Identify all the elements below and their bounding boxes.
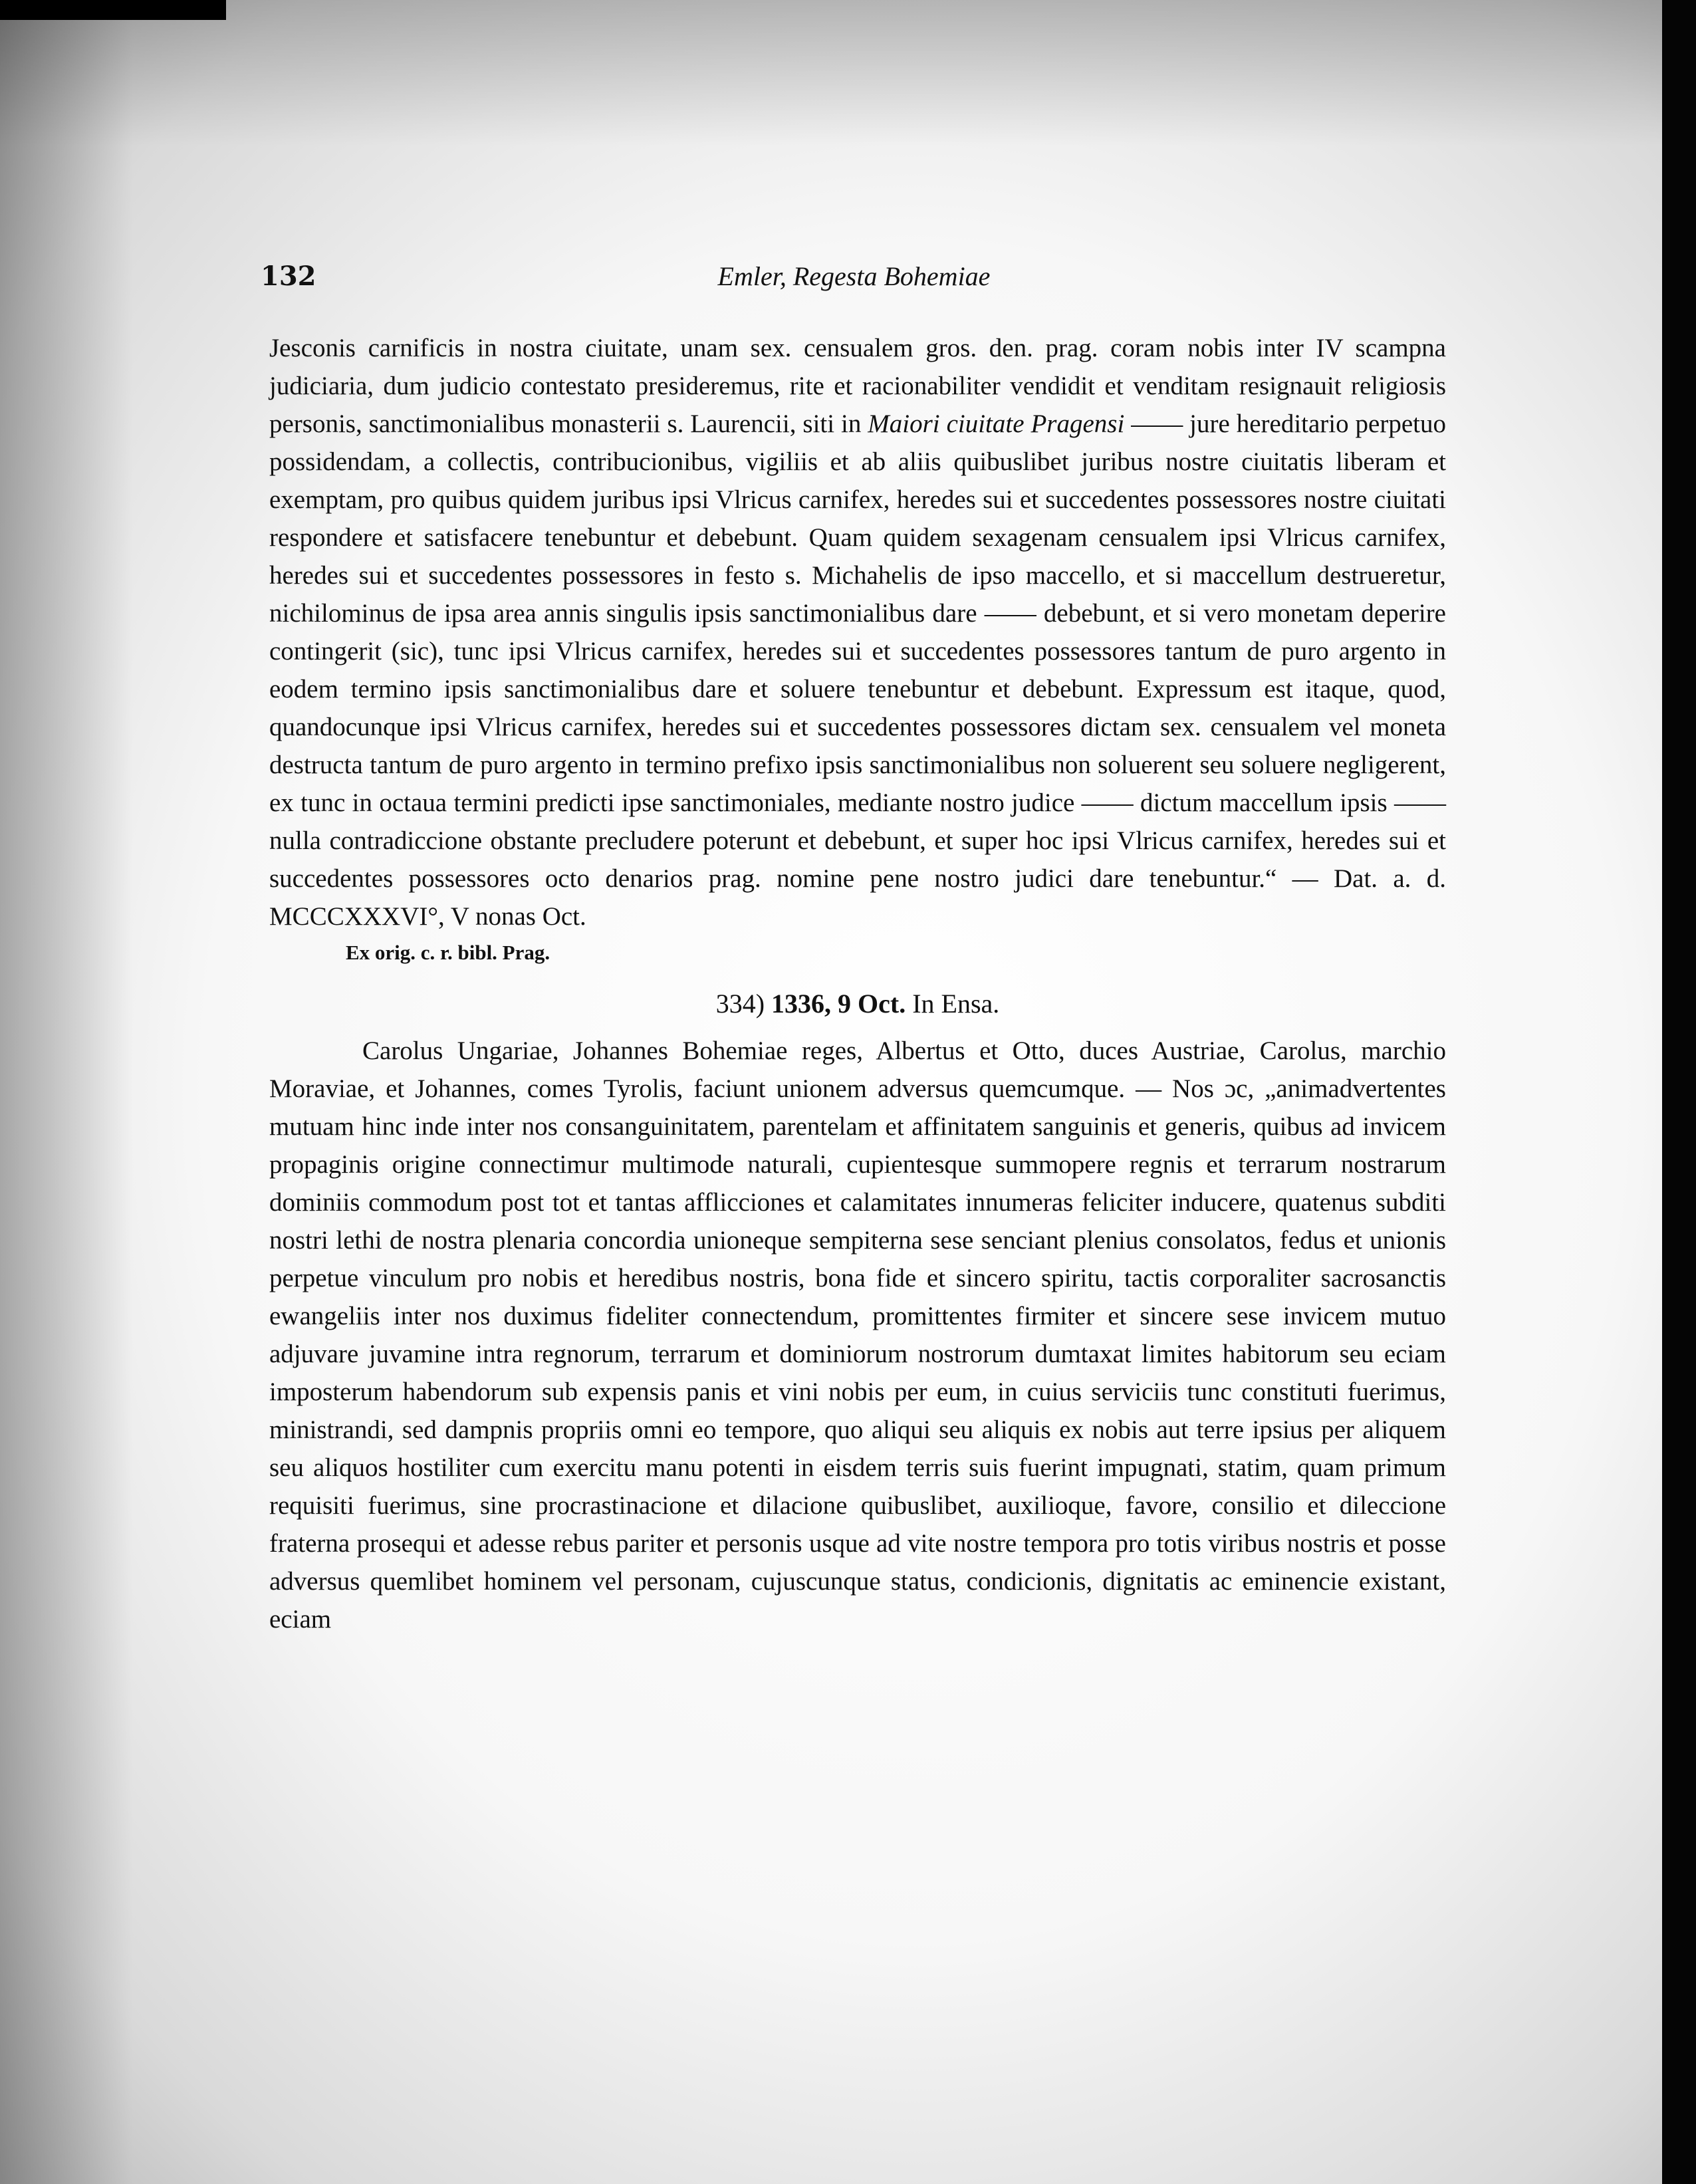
entry-previous-text-b: —— jure hereditario perpetuo possidendam, a collectis, contribucionibus, vigiliis et ab aliis quibuslibet juribus nostre ciuitatis liberam et exemptam, pro quibus quidem juribus ipsi Vlricus carnifex, heredes sui et succedentes possessores nostre ciuitati respondere et satisfacere tenebuntur et debebunt. Quam quidem sexagenam censualem ipsi Vlricus carnifex, heredes sui et succedentes possessores in festo s. Michahelis de ipso maccello, et si maccellum destrueretur, nichilominus de ipsa area annis singulis ipsis sanctimonialibus dare —— debebunt, et si vero monetam deperire contingerit (sic), tunc ipsi Vlricus carnifex, heredes sui et succedentes possessores tantum de puro argento in eodem termino ipsis sanctimonialibus dare et soluere tenebuntur et debebunt. Expressum est itaque, quod, quandocunque ipsi Vlricus carnifex, heredes sui et succedentes possessores dictam sex. censualem vel moneta destructa tantum de puro argento in termino prefixo ipsis sanctimonialibus non soluerent seu soluere negligerent, ex tunc in octaua termini predicti ipse sanctimoniales, mediante nostro judice —— dictum maccellum ipsis —— nulla contradiccione obstante precludere poterunt et debebunt, et super hoc ipsi Vlricus carnifex, heredes sui et succedentes possessores octo denarios prag. nomine pene nostro judici dare tenebuntur.“ — Dat. a. d. MCCCXXXVI°, V nonas Oct. <box>269 410 1446 931</box>
page-header <box>261 261 1447 301</box>
entry-date: 1336, 9 Oct. <box>771 989 906 1019</box>
entry-previous-text-a: Jesconis carnificis in nostra ciuitate, unam sex. censualem gros. den. prag. coram nobis inter IV scampna judiciaria, dum judicio contestato presideremus, rite et racionabiliter vendidit et venditam resignauit religiosis personis, sanctimonialibus monasterii s. Laurencii, siti in <box>269 334 1446 438</box>
entry-place: In Ensa. <box>912 989 1000 1019</box>
source-note: Ex orig. c. r. bibl. Prag. <box>346 941 550 964</box>
scan-border <box>1662 0 1696 2184</box>
scan-corner-shadow <box>0 0 226 20</box>
place-name-italic: Maiori ciuitate Pragensi <box>868 410 1125 438</box>
entry-body: Carolus Ungariae, Johannes Bohemiae reges, Albertus et Otto, duces Austriae, Carolus, marchio Moraviae, et Johannes, comes Tyrolis, faciunt unionem adversus quemcumque. — Nos ɔc, „animadvertentes mutuam hinc inde inter nos consanguinitatem, parentelam et affinitatem sanguinis et generis, quibus ad invicem propaginis origine connectimur multimode naturali, cupientesque summopere regnis et terrarum nostrarum dominiis commodum post tot et tantas afflicciones et calamitates innumeras feliciter inducere, quatenus subditi nostri lethi de nostra plenaria concordia unioneque sempiterna sese senciant plenius consolatos, fedus et unionis perpetue vinculum pro nobis et heredibus nostris, bona fide et sincero spiritu, tactis corporaliter sacrosanctis ewangeliis inter nos duximus fideliter connectendum, promittentes firmiter et sincere sese invicem mutuo adjuvare juvamine intra regnorum, terrarum et dominiorum nostrorum dumtaxat limites habitorum seu eciam imposterum habendorum sub expensis panis et vini nobis per eum, in cuius serviciis tunc constituti fuerimus, ministrandi, sed dampnis propriis omni eo tempore, quo aliqui seu aliquis ex nobis aut terre ipsius per aliquem seu aliquos hostiliter cum exercitu manu potenti in eisdem terris suis fuerint impugnati, statim, quam primum requisiti fuerimus, sine procrastinacione et dilacione quibuslibet, auxilioque, favore, consilio et dileccione fraterna prosequi et adesse rebus pariter et personis usque ad vite nostre tempora pro totis viribus nostris et posse adversus quemlibet hominem vel personam, cujuscunque status, condicionis, dignitatis ac eminencie existant, eciam <box>269 1036 1446 1634</box>
page-number: 132 <box>261 261 316 292</box>
running-title: Emler, Regesta Bohemiae <box>717 261 991 291</box>
main-text <box>269 329 1446 1638</box>
entry-heading <box>269 985 1446 1023</box>
entry-previous-text <box>269 329 1446 935</box>
entry-number: 334) <box>715 989 765 1019</box>
